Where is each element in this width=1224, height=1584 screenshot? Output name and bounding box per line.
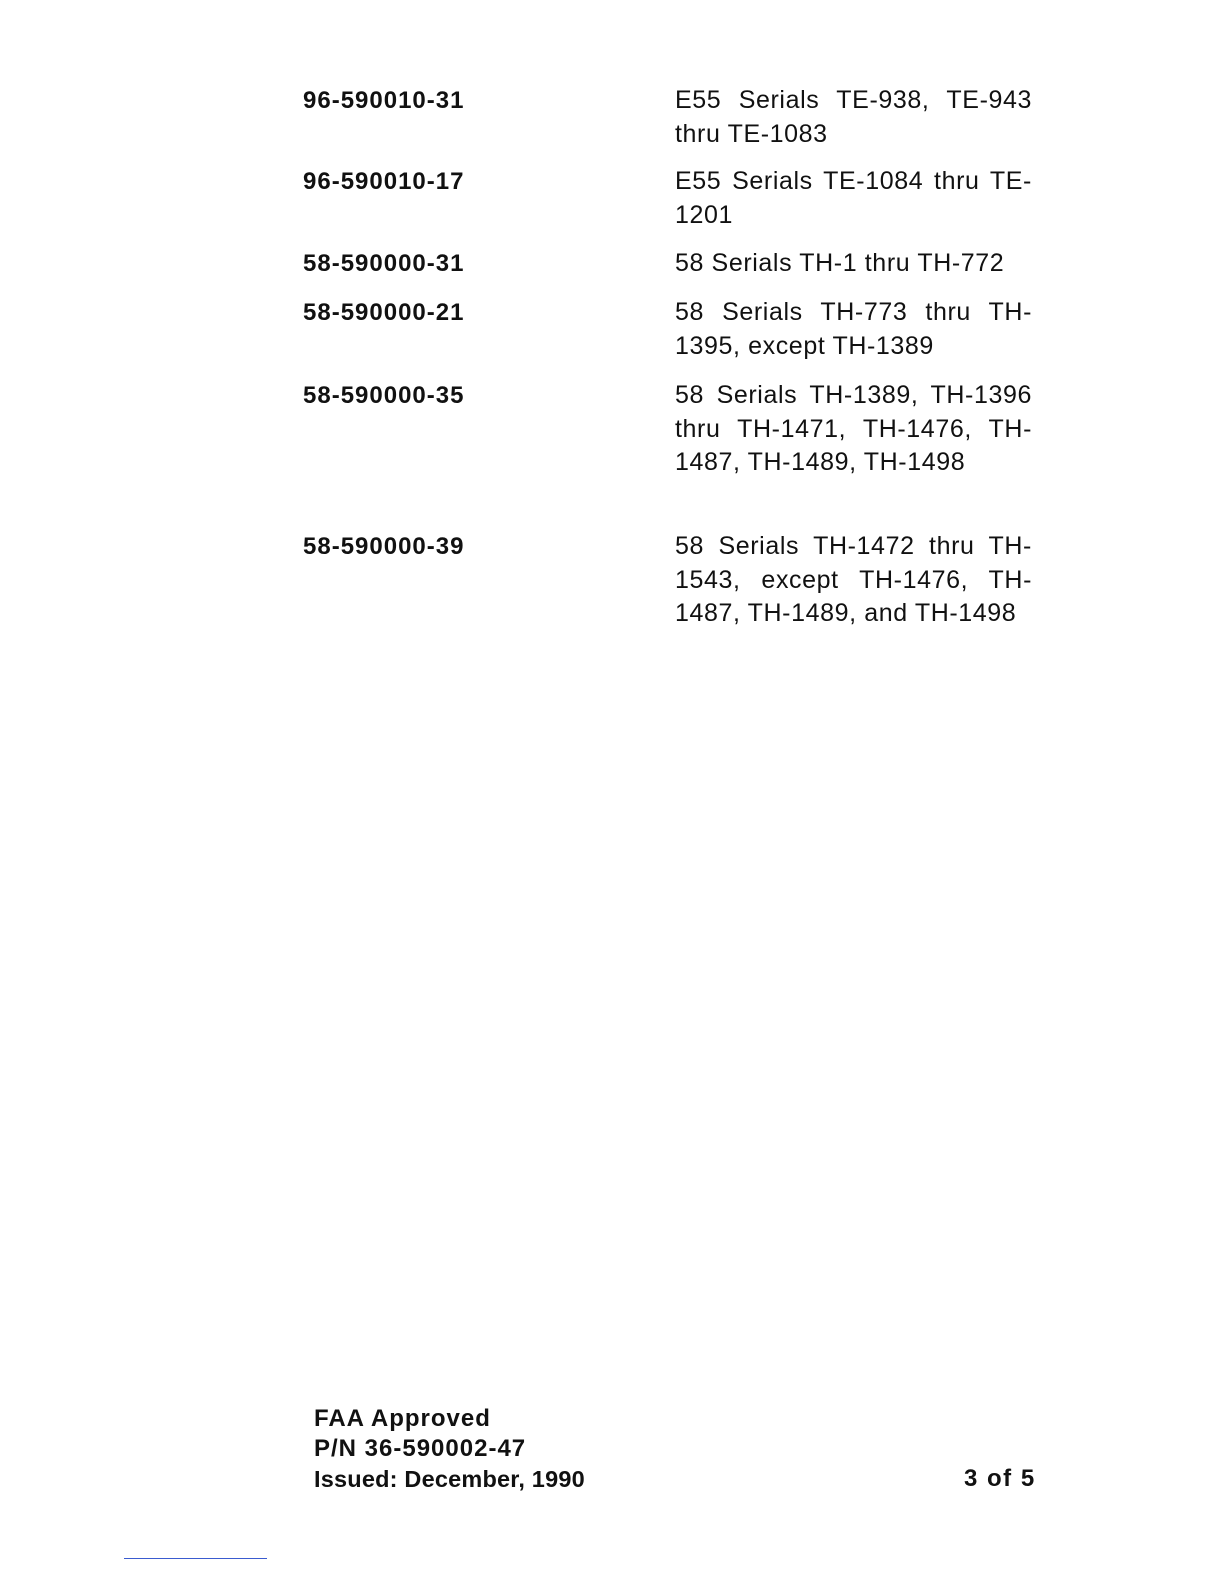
serial-description: E55 Serials TE-1084 thru TE-1201: [675, 167, 1032, 229]
part-number: 96-590010-31: [303, 87, 465, 114]
part-number: 58-590000-39: [303, 533, 465, 560]
table-row: [303, 296, 1038, 379]
table-row: [303, 530, 1038, 670]
serial-description: E55 Serials TE-938, TE-943 thru TE-1083: [675, 86, 1032, 148]
serial-applicability-table: [303, 84, 1038, 670]
part-number: 96-590010-17: [303, 168, 465, 195]
serial-description: 58 Serials TH-1 thru TH-772: [675, 249, 1005, 277]
page-number: 3 of 5: [964, 1465, 1036, 1492]
serial-description: 58 Serials TH-1472 thru TH-1543, except TH-1476, TH-1487, TH-1489, and TH-1498: [675, 532, 1032, 627]
issue-date-label: Issued: December, 1990: [314, 1466, 585, 1492]
part-number: 58-590000-35: [303, 382, 465, 409]
part-number-label: P/N 36-590002-47: [314, 1435, 527, 1462]
serial-description: 58 Serials TH-773 thru TH-1395, except TH-1389: [675, 298, 1032, 360]
table-row: [303, 379, 1038, 530]
table-row: [303, 247, 1038, 296]
table-row: [303, 165, 1038, 247]
document-footer: [314, 1404, 585, 1494]
footer-rule: [124, 1558, 267, 1559]
table-row: [303, 84, 1038, 165]
serial-description: 58 Serials TH-1389, TH-1396 thru TH-1471, TH-1476, TH-1487, TH-1489, TH-1498: [675, 381, 1032, 476]
part-number: 58-590000-21: [303, 299, 465, 326]
faa-approval-label: FAA Approved: [314, 1405, 491, 1432]
part-number: 58-590000-31: [303, 250, 465, 277]
